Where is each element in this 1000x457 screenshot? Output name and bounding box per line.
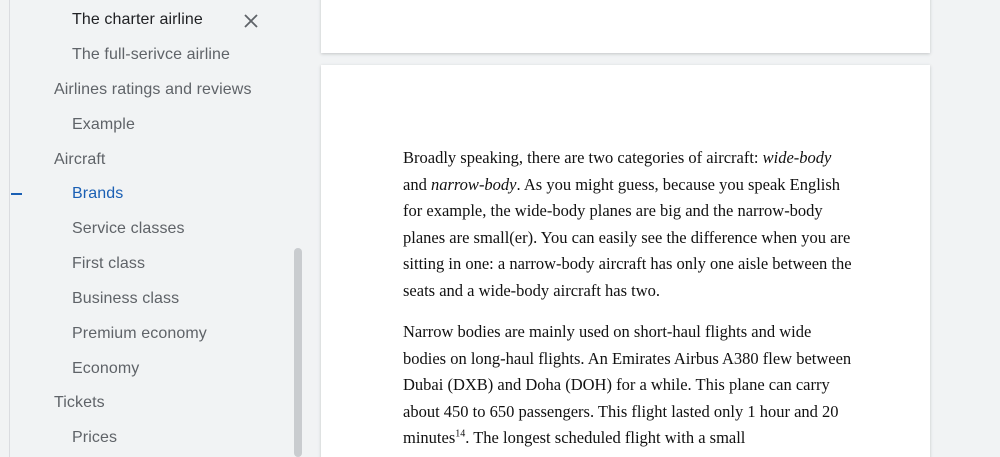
outline-item-aircraft[interactable]: Aircraft: [54, 151, 106, 168]
document-page-previous: [321, 0, 930, 53]
document-page: [321, 65, 930, 457]
paragraph-narrow-wide-usage: Narrow bodies are mainly used on short-haul flights and wide bodies on long-haul flights. An Emirates Airbus A380 flew between Dubai (DXB) and Doha (DOH) for a while. This plane can carry about 450 to 650 passengers. This flight lasted only 1 hour and 20 minutes$^{14}$. The longest scheduled flight with a small: [403, 322, 852, 447]
outline-item-premium-economy[interactable]: Premium economy: [72, 325, 207, 342]
outline-item-example[interactable]: Example: [72, 116, 135, 133]
outline-item-the-full-serivce-airline[interactable]: The full-serivce airline: [72, 46, 231, 63]
outline-item-first-class[interactable]: First class: [72, 255, 146, 272]
document-body[interactable]: [403, 145, 853, 457]
paragraph-aircraft-categories: Broadly speaking, there are two categories of aircraft: wide-body and narrow-body. As you might guess, because you speak English for example, the wide-body planes are big and the narrow-body planes are small(er). You can easily see the difference when you are sitting in one: a narrow-body aircraft has only one aisle between the seats and a wide-body aircraft has two.: [403, 148, 852, 300]
outline-item-service-classes[interactable]: Service classes: [72, 220, 185, 237]
outline-item-brands[interactable]: Brands: [72, 185, 124, 202]
sidebar-scrollbar[interactable]: [294, 248, 302, 457]
document-outline-sidebar: [0, 0, 310, 457]
footnote-ref[interactable]: 14: [455, 428, 466, 440]
outline-item-prices[interactable]: Prices: [72, 429, 118, 446]
outline-item-the-charter-airline[interactable]: The charter airline: [72, 11, 203, 28]
outline-item-airlines-ratings-and-reviews[interactable]: Airlines ratings and reviews: [54, 81, 252, 98]
outline-item-economy[interactable]: Economy: [72, 360, 140, 377]
outline-item-tickets[interactable]: Tickets: [54, 394, 105, 411]
close-icon[interactable]: [242, 12, 260, 30]
active-heading-marker: [11, 193, 22, 195]
outline-rail: [9, 0, 10, 457]
outline-item-business-class[interactable]: Business class: [72, 290, 180, 307]
